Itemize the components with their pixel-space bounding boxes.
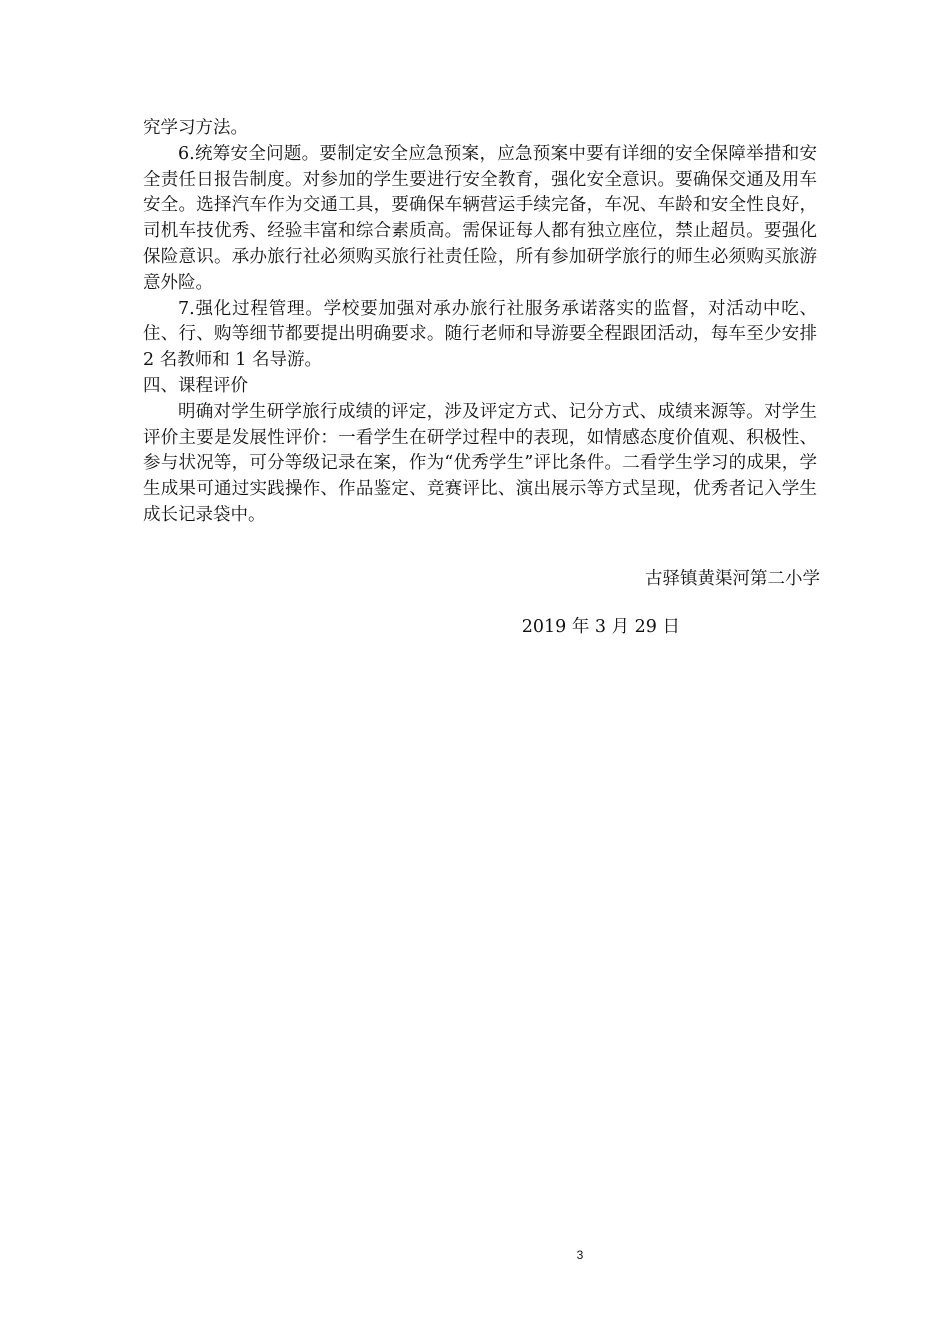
- paragraph-course-evaluation: 明确对学生研学旅行成绩的评定，涉及评定方式、记分方式、成绩来源等。对学生评价主要是发展性评价：一看学生在研学过程中的表现，如情感态度价值观、积极性、参与状况等，可分等级记录在案，作为“优秀学生”评比条件。二看学生学习的成果，学生成果可通过实践操作、作品鉴定、竞赛评比、演出展示等方式呈现，优秀者记入学生成长记录袋中。: [143, 401, 817, 525]
- signature-date: 2019 年 3 月 29 日: [521, 617, 680, 637]
- paragraph-safety: 6.统筹安全问题。要制定安全应急预案，应急预案中要有详细的安全保障举措和安全责任日报告制度。对参加的学生要进行安全教育，强化安全意识。要确保交通及用车安全。选择汽车作为交通工具，要确保车辆营运手续完备，车况、车龄和安全性良好，司机车技优秀、经验丰富和综合素质高。需保证每人都有独立座位，禁止超员。要强化保险意识。承办旅行社必须购买旅行社责任险，所有参加研学旅行的师生必须购买旅游意外险。: [143, 143, 817, 293]
- signature-school: 古驿镇黄渠河第二小学: [645, 569, 820, 589]
- page-number: 3: [576, 1248, 584, 1262]
- paragraph-process-management: 7.强化过程管理。学校要加强对承办旅行社服务承诺落实的监督，对活动中吃、住、行、购等细节都要提出明确要求。随行老师和导游要全程跟团活动，每车至少安排 2 名教师和 1 名导游。: [143, 298, 817, 371]
- section-heading: 四、课程评价: [143, 375, 248, 396]
- paragraph-continuation: 究学习方法。: [143, 118, 248, 138]
- document-body: [143, 116, 817, 529]
